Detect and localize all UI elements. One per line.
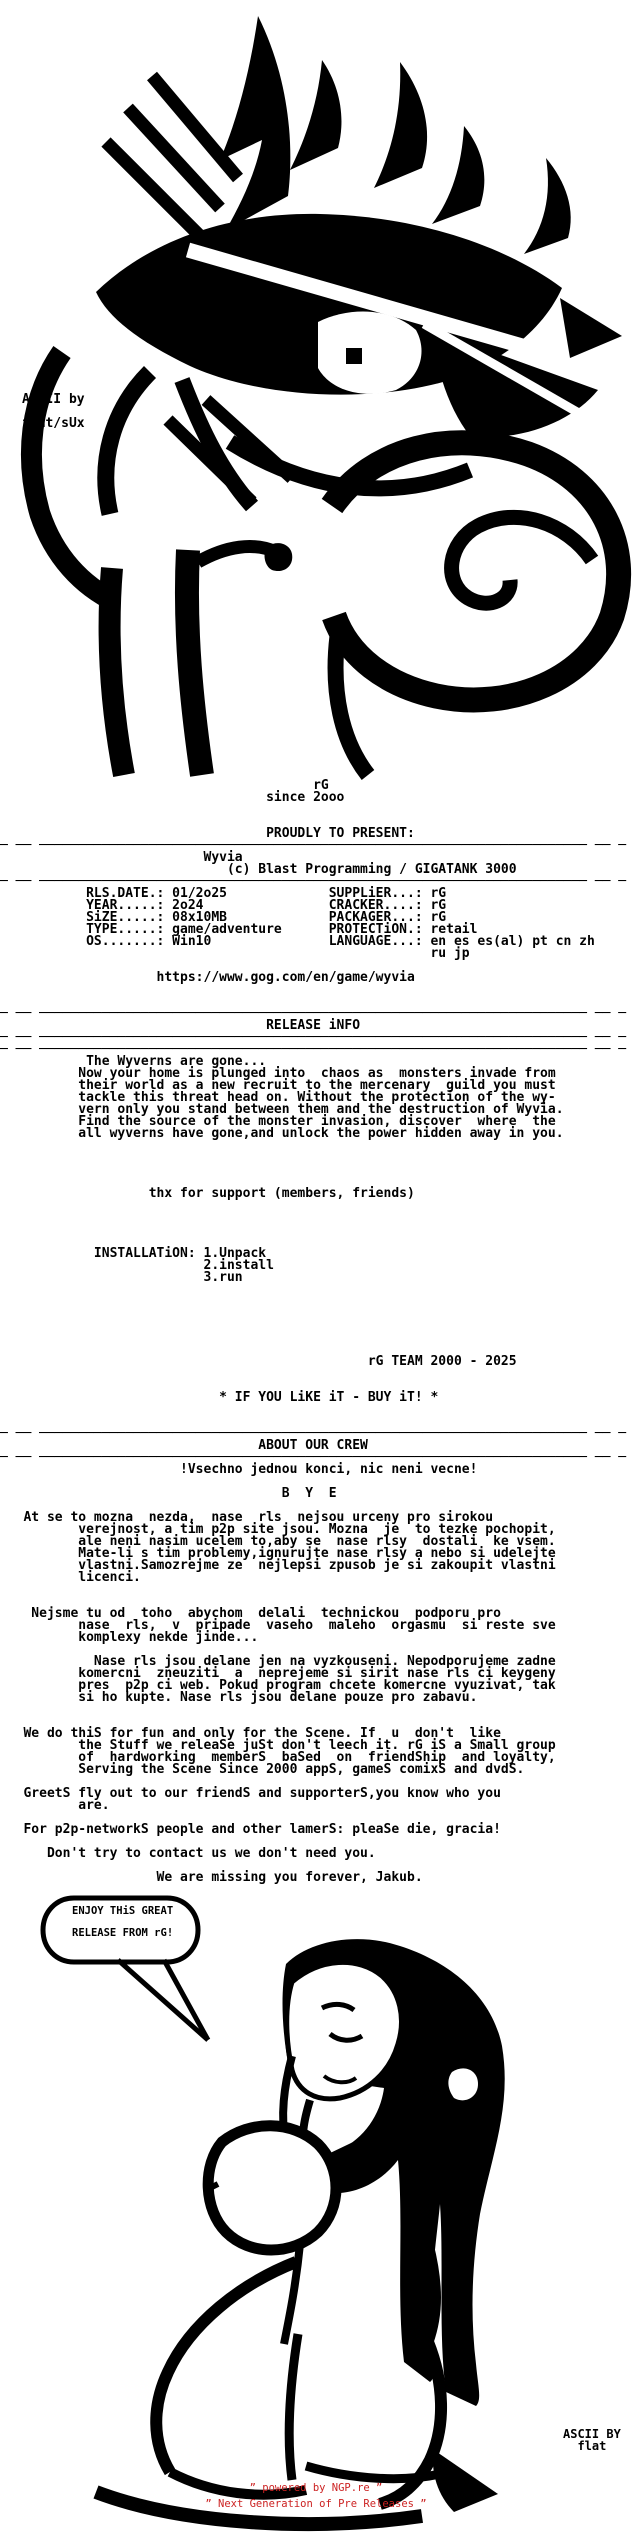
motto-line: !Vsechno jednou konci, nic neni vecne! — [0, 1462, 478, 1477]
nfo-body — [0, 780, 632, 1884]
team-line: rG TEAM 2000 - 2025 — [0, 1354, 517, 1369]
store-url: https://www.gog.com/en/game/wyvia — [0, 970, 415, 985]
footer-banner — [0, 2480, 632, 2512]
title-block: ─ ── ────────────────────────────────────────────────────────────────────── ── ─ Wyvia (c) Blast Programming / GIGATANK 3000 ─ ── ────────────────────────────────────────────────────────────────────── ── ─ — [0, 838, 627, 889]
bye-line: B Y E — [0, 1486, 337, 1501]
bottom-art-credit: ASCII BY flat — [563, 2427, 621, 2453]
buy-it-line: * IF YOU LiKE iT - BUY iT! * — [0, 1390, 439, 1405]
crew-header: ─ ── ────────────────────────────────────────────────────────────────────── ── ─ ABOUT OUR CREW ─ ── ────────────────────────────────────────────────────────────────────── ── ─ — [0, 1426, 627, 1465]
crew-en-paragraph: We do thiS for fun and only for the Scene. If u don't like the Stuff we releaSe juSt don't leech it. rG iS a Small group of hardworking memberS baSed on friendShip and loyalty, Serving the Scene Since 2000 appS, gameS comixS and dvdS. — [23, 1726, 556, 1777]
footer-tagline: ” Next Generation of Pre Releases ” — [205, 2498, 427, 2510]
wyvern-rg-logo-art — [0, 0, 632, 780]
release-notes: The Wyverns are gone... Now your home is plunged into chaos as monsters invade from their world as a new recruit to the mercenary guild you must tackle this threat head on. Without the protection of the wy- vern only you stand between them and the destruction of Wyvia. Find the source of the monster invasion, discover where the all wyverns have gone,and unlock the power hidden away in you. — [78, 1054, 564, 1141]
speech-bubble-text: ENJOY THiS GREAT RELEASE FROM rG! — [72, 1905, 174, 1939]
contact-line: Don't try to contact us we don't need you. — [0, 1846, 376, 1861]
release-info-header: ─ ── ────────────────────────────────────────────────────────────────────── ── ─ RELEASE iNFO ─ ── ────────────────────────────────────────────────────────────────────── ── ─ ─ ── ────────────────────────────────────────────────────────────────────── ── ─ — [0, 1006, 627, 1057]
presents-block: rG since 2ooo PROUDLY TO PRESENT: — [266, 778, 415, 841]
installation-block: INSTALLATiON: 1.Unpack 2.install 3.run — [93, 1246, 274, 1285]
crew-cz-paragraph-1: At se to mozna nezda, nase rls nejsou urceny pro sirokou verejnost, a tim p2p site jsou. Mozna je to tezke pochopit, ale neni nasim ucelem to,aby se nase rlsy dostali ke vsem. Mate-li s tim problemy,ignurujte nase rlsy a nebo si udelejte vlastni.Samozrejme ze nejlepsi zpusob je si zakoupit vlastni licenci. — [23, 1510, 556, 1585]
thanks-line: thx for support (members, friends) — [0, 1186, 415, 1201]
p2p-line: For p2p-networkS people and other lamerS: pleaSe die, gracia! — [0, 1822, 501, 1837]
greets-line: GreetS fly out to our friendS and supporterS,you know who you are. — [23, 1786, 501, 1813]
footer-powered-by: ” powered by NGP.re ” — [249, 2482, 383, 2494]
release-grid: RLS.DATE.: 01/2o25 SUPPLiER...: rG YEAR.....: 2o24 CRACKER....: rG SiZE.....: 08x10MB PACKAGER...: rG TYPE.....: game/adventure PROTECTiON.: retail OS.......: Win10 LANGUAGE...: en es es(al) pt cn zh ru jp — [86, 886, 595, 961]
missing-line: We are missing you forever, Jakub. — [0, 1870, 423, 1885]
top-art-credit: ASCII by flat/sUx — [22, 392, 85, 431]
kneeling-woman-art — [0, 1892, 632, 2532]
crew-cz-paragraph-2: Nejsme tu od toho abychom delali technickou podporu pro nase rls, v pripade vaseho maleho orgasmu si reste sve komplexy nekde jinde... — [31, 1606, 556, 1645]
crew-cz-paragraph-3: Nase rls jsou delane jen na vyzkouseni. Nepodporujeme zadne komercni zneuziti a neprejeme si sirit nase rls ci keygeny pres p2p ci web. Pokud program chcete komercne vyuzivat, tak si ho kupte. Nase rls jsou delane pouze pro zabavu. — [78, 1654, 556, 1705]
